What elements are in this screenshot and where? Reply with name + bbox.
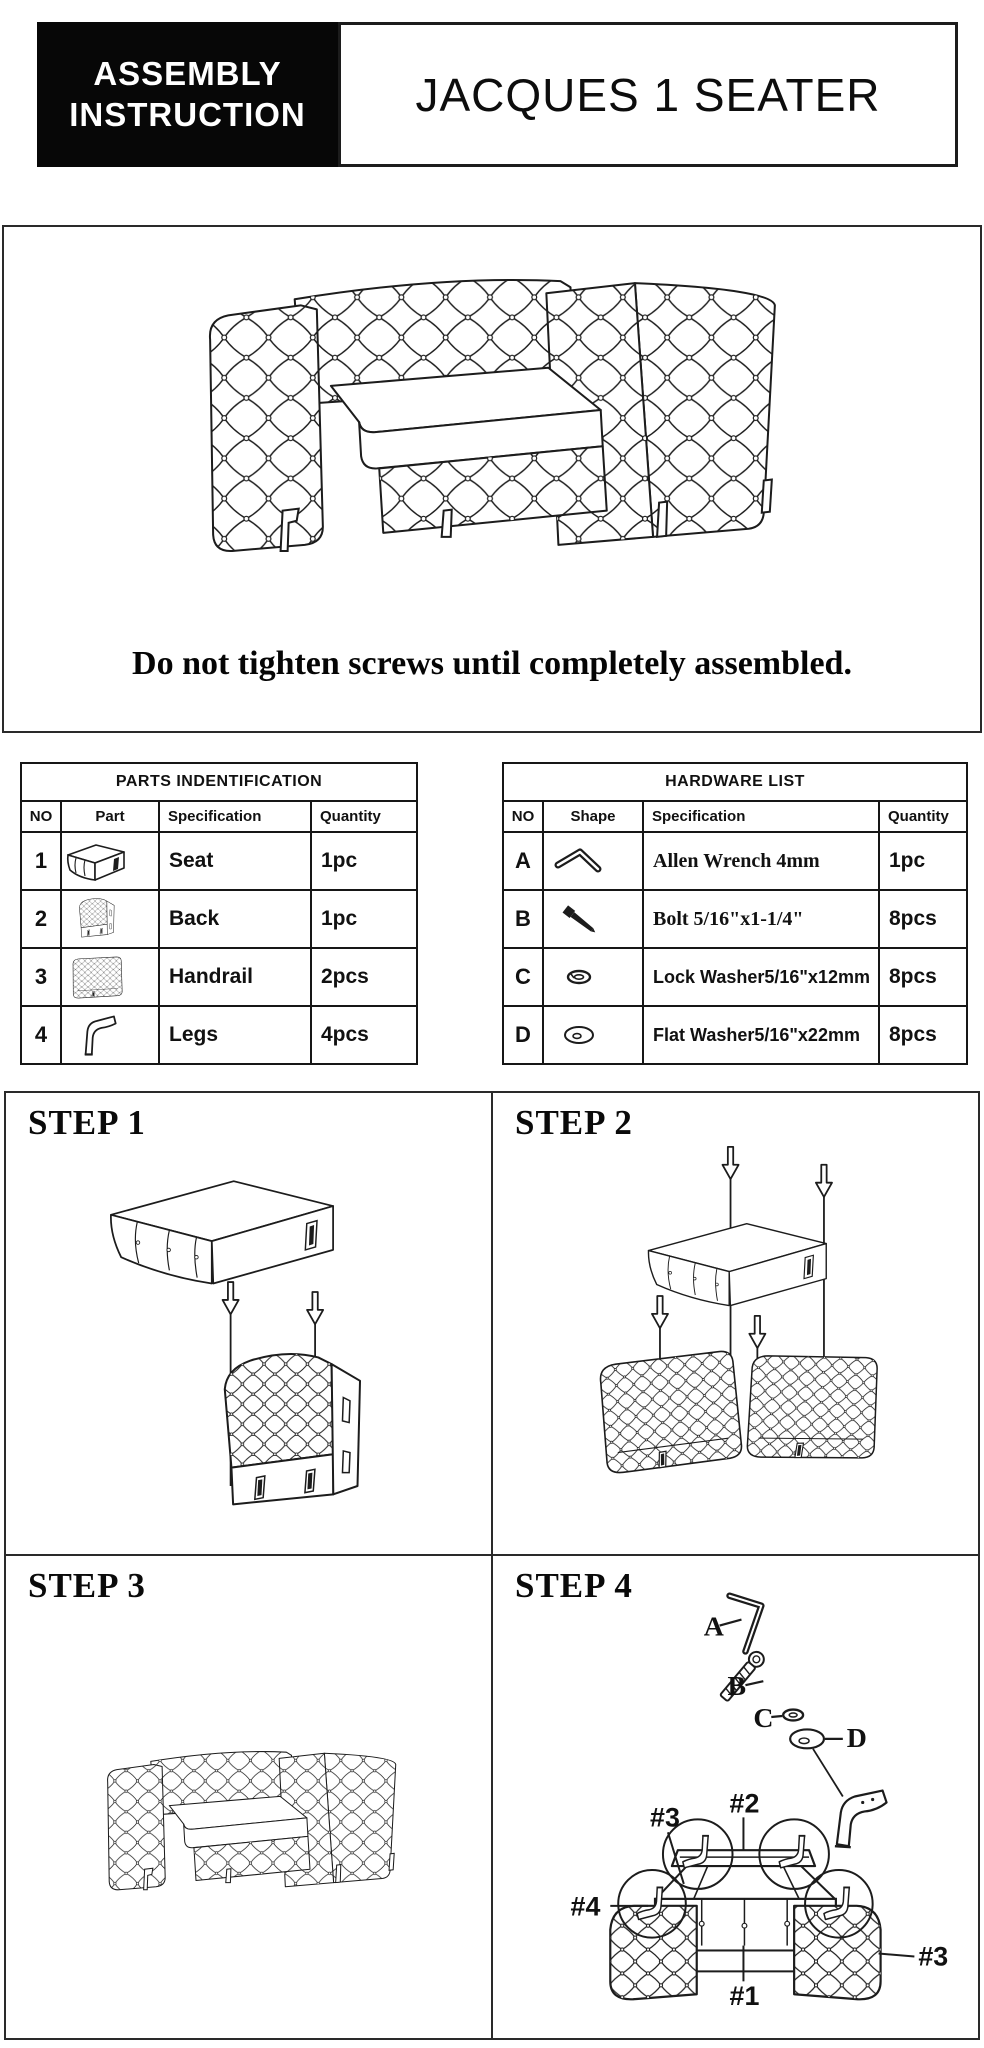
hardware-table-title: HARDWARE LIST (503, 763, 967, 801)
step2-arrow-4 (749, 1316, 765, 1348)
hardware-row-allen-wrench (503, 832, 967, 890)
step-2-label: STEP 2 (515, 1103, 633, 1142)
parts-row-handrail-spec: Handrail (159, 948, 311, 1006)
step-4-illustration (493, 1556, 978, 2038)
step2-right-handrail-piece (746, 1350, 880, 1465)
product-title-box (338, 22, 958, 167)
hardware-row-lock-washer (503, 948, 967, 1006)
step4-label-a: A (703, 1611, 724, 1643)
step2-arrow-2 (816, 1165, 832, 1197)
seat-part-icon (61, 832, 159, 890)
step-3-panel (4, 1555, 492, 2040)
hardware-row-b-no: B (503, 890, 543, 948)
parts-col-part: Part (61, 801, 159, 832)
step2-arrow-1 (722, 1147, 738, 1179)
step-3-label: STEP 3 (28, 1566, 146, 1605)
steps-grid (4, 1091, 980, 2040)
step4-callout-handrail-side: #3 (918, 1941, 949, 1972)
step4-callout-back: #2 (729, 1788, 760, 1819)
lock-washer-icon (543, 948, 643, 1006)
step4-label-d: D (846, 1722, 867, 1754)
hardware-row-a-qty: 1pc (879, 832, 967, 890)
product-illustration-frame (2, 225, 982, 733)
step-3-illustration (6, 1556, 491, 2038)
parts-row-back (21, 890, 417, 948)
armchair-line-drawing (202, 257, 786, 559)
parts-table-title: PARTS INDENTIFICATION (21, 763, 417, 801)
hardware-row-bolt (503, 890, 967, 948)
step4-label-b: B (727, 1671, 747, 1703)
step-1-panel (4, 1091, 492, 1555)
hardware-row-b-qty: 8pcs (879, 890, 967, 948)
step-2-illustration (493, 1093, 978, 1554)
hardware-row-c-spec: Lock Washer5/16"x12mm (643, 948, 879, 1006)
step4-callout-seat: #1 (729, 1981, 760, 2012)
parts-row-seat-spec: Seat (159, 832, 311, 890)
hardware-row-c-no: C (503, 948, 543, 1006)
parts-row-back-spec: Back (159, 890, 311, 948)
step2-arrow-3 (652, 1296, 668, 1328)
hardware-row-a-spec: Allen Wrench 4mm (643, 832, 879, 890)
hardware-col-shape: Shape (543, 801, 643, 832)
parts-row-seat-no: 1 (21, 832, 61, 890)
parts-row-handrail (21, 948, 417, 1006)
hardware-row-c-qty: 8pcs (879, 948, 967, 1006)
bolt-icon (543, 890, 643, 948)
legs-part-icon (61, 1006, 159, 1064)
parts-row-seat-qty: 1pc (311, 832, 417, 890)
step-4-label: STEP 4 (515, 1566, 633, 1605)
hardware-row-d-qty: 8pcs (879, 1006, 967, 1064)
step-4-panel (492, 1555, 980, 2040)
parts-col-no: NO (21, 801, 61, 832)
hardware-row-d-spec: Flat Washer5/16"x22mm (643, 1006, 879, 1064)
step4-callout-leg: #4 (570, 1891, 601, 1922)
step4-callout-handrail-top: #3 (650, 1802, 680, 1833)
parts-col-quantity: Quantity (311, 801, 417, 832)
step2-seat-piece (648, 1224, 826, 1306)
hardware-col-no: NO (503, 801, 543, 832)
armchair-illustration (202, 257, 786, 559)
parts-row-handrail-no: 3 (21, 948, 61, 1006)
hardware-table-header-row (503, 801, 967, 832)
parts-row-legs-spec: Legs (159, 1006, 311, 1064)
step4-leg-piece (835, 1791, 887, 1848)
hardware-list-table (502, 762, 968, 1065)
allen-wrench-icon (543, 832, 643, 890)
step1-arrow-left (223, 1282, 239, 1314)
handrail-part-icon (61, 948, 159, 1006)
parts-row-legs (21, 1006, 417, 1064)
step3-assembled-chair (108, 1752, 396, 1890)
parts-row-back-qty: 1pc (311, 890, 417, 948)
step1-seat-piece (111, 1181, 333, 1283)
hardware-row-a-no: A (503, 832, 543, 890)
parts-row-seat (21, 832, 417, 890)
parts-identification-table (20, 762, 418, 1065)
parts-row-legs-qty: 4pcs (311, 1006, 417, 1064)
step1-arrow-right (307, 1292, 323, 1324)
step-1-label: STEP 1 (28, 1103, 146, 1142)
badge-line1: ASSEMBLY (93, 55, 282, 93)
warning-text: Do not tighten screws until completely assembled. (132, 645, 852, 682)
hardware-col-specification: Specification (643, 801, 879, 832)
step-1-illustration (6, 1093, 491, 1554)
step1-back-piece (225, 1354, 360, 1504)
step4-label-c: C (753, 1702, 774, 1734)
hardware-row-d-no: D (503, 1006, 543, 1064)
product-title: JACQUES 1 SEATER (415, 68, 881, 121)
flat-washer-icon (543, 1006, 643, 1064)
hardware-col-quantity: Quantity (879, 801, 967, 832)
hardware-row-b-spec: Bolt 5/16"x1-1/4" (643, 890, 879, 948)
hardware-row-flat-washer (503, 1006, 967, 1064)
back-part-icon (61, 890, 159, 948)
parts-row-handrail-qty: 2pcs (311, 948, 417, 1006)
parts-row-back-no: 2 (21, 890, 61, 948)
parts-row-legs-no: 4 (21, 1006, 61, 1064)
badge-line2: INSTRUCTION (69, 95, 306, 133)
step2-left-handrail-piece (599, 1350, 743, 1473)
step-2-panel (492, 1091, 980, 1555)
parts-col-specification: Specification (159, 801, 311, 832)
parts-table-header-row (21, 801, 417, 832)
assembly-instruction-badge (37, 22, 338, 167)
